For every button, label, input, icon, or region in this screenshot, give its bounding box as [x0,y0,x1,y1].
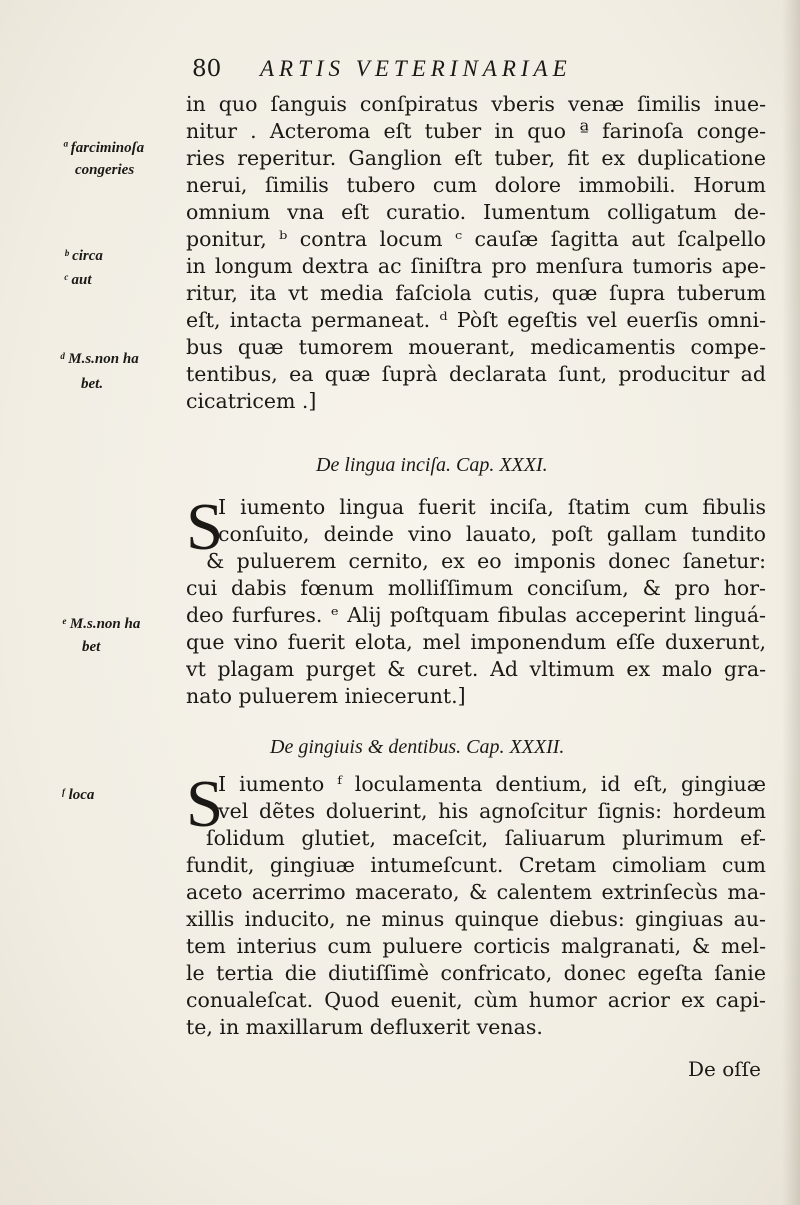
margin-note-a-line1: ª farciminoſa [63,140,145,156]
text-line: omnium vna eſt curatio. Iumentum colligatum de- [186,200,766,224]
chapter-31-heading: De lingua inciſa. Cap. XXXI. [316,454,548,476]
margin-note-b: ᵇ circa [64,248,103,264]
text-line: conualeſcat. Quod euenit, cùm humor acrior ex capi- [186,988,766,1012]
text-line: ponitur, ᵇ contra locum ᶜ cauſæ ſagitta aut ſcalpello [186,227,766,251]
text-line: vt plagam purget & curet. Ad vltimum ex malo gra- [186,657,766,681]
text-line: I iumento lingua fuerit inciſa, ſtatim cum fibulis [218,495,766,519]
text-line: ritur, ita vt media faſciola cutis, quæ ſupra tuberum [186,281,766,305]
text-line: in quo ſanguis conſpiratus vberis venæ ſimilis inue- [186,92,766,116]
text-line: eſt, intacta permaneat. ᵈ Pòſt egeſtis vel euerſis omni- [186,308,766,332]
margin-note-f: ᶠ loca [62,787,95,803]
text-line: nitur . Acteroma eſt tuber in quo ª farinoſa conge- [186,119,766,143]
text-line: deo furfures. ᵉ Alij poſtquam fibulas acceperint linguá- [186,603,766,627]
margin-note-e-line1: ᵉ M.s.non ha [62,616,141,632]
text-line: te, in maxillarum defluxerit venas. [186,1015,543,1039]
text-line: tentibus, ea quæ ſuprà declarata ſunt, producitur ad [186,362,766,386]
margin-note-d-line1: ᵈ M.s.non ha [60,351,139,367]
text-line: in longum dextra ac ſiniſtra pro menſura tumoris ape- [186,254,766,278]
running-head: ARTIS VETERINARIAE [260,56,572,81]
text-line: ries reperitur. Ganglion eſt tuber, fit ex duplicatione [186,146,766,170]
text-line: ſolidum glutiet, maceſcit, ſaliuarum plurimum ef- [206,826,766,850]
text-line: cui dabis fœnum molliſſimum conciſum, & pro hor- [186,576,766,600]
chapter-32-text [186,767,766,1041]
margin-notes [0,0,186,1205]
drop-cap: S [186,767,224,841]
catchword: De oſſe [688,1057,761,1081]
chapter-31-text [186,490,766,710]
text-line: nato puluerem iniecerunt.] [186,684,466,708]
text-line: cicatricem .] [186,389,317,413]
text-line: vel dẽtes doluerint, his agnoſcitur ſignis: hordeum [218,799,766,823]
text-line: tem interius cum puluere corticis malgranati, & mel- [186,934,766,958]
page-edge-shadow [782,0,800,1205]
text-line: nerui, ſimilis tubero cum dolore immobili. Horum [186,173,766,197]
text-line: fundit, gingiuæ intumeſcunt. Cretam cimoliam cum [186,853,766,877]
text-line: & puluerem cernito, ex eo imponis donec ſanetur: [206,549,766,573]
paragraph-1 [186,91,766,415]
chapter-32-heading: De gingiuis & dentibus. Cap. XXXII. [270,736,565,758]
text-line: aceto acerrimo macerato, & calentem extrinſecùs ma- [186,880,766,904]
drop-cap: S [186,490,224,564]
margin-note-e-line2: bet [82,639,101,655]
text-line: conſuito, deinde vino lauato, poſt gallam tundito [218,522,766,546]
page-number: 80 [192,56,222,82]
text-line: le tertia die diutiſſimè confricato, donec egeſta ſanie [186,961,766,985]
text-line: xillis inducito, ne minus quinque diebus: gingiuas au- [186,907,766,931]
page-header [192,54,712,84]
text-line: bus quæ tumorem mouerant, medicamentis compe- [186,335,766,359]
margin-note-c: ᶜ aut [64,272,92,288]
text-line: I iumento ᶠ loculamenta dentium, id eſt, gingiuæ [218,772,766,796]
margin-note-a-line2: congeries [75,162,135,178]
margin-note-d-line2: bet. [81,376,104,392]
text-line: que vino fuerit elota, mel imponendum eſſe duxerunt, [186,630,766,654]
